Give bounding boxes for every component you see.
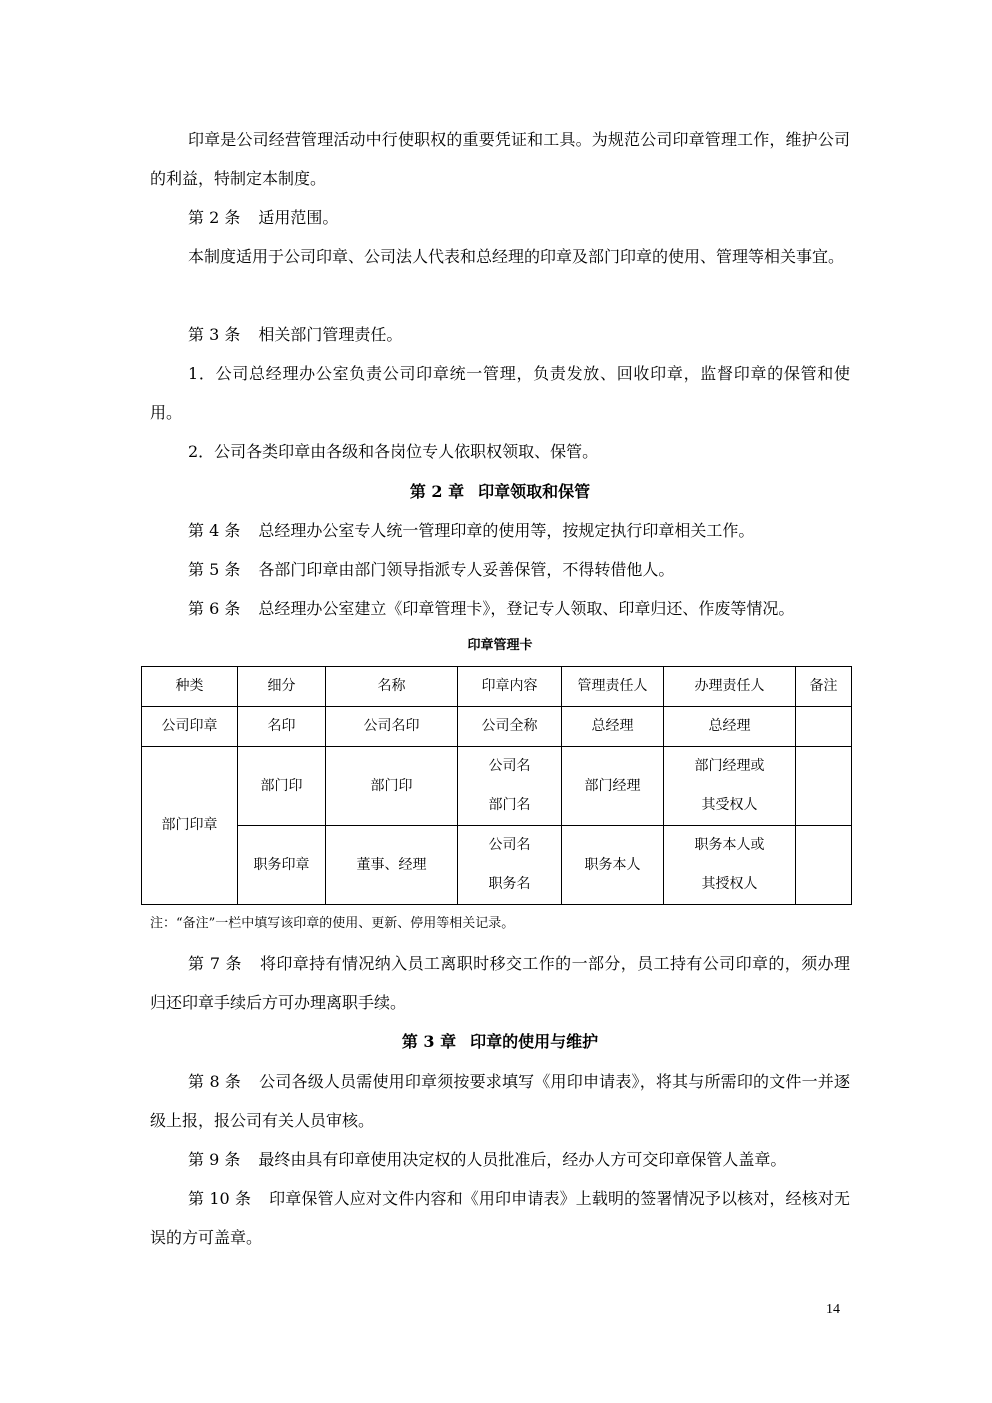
article-5-label: 第 5 条 — [188, 560, 241, 579]
cell-content-line-1: 公司名 — [488, 837, 531, 853]
article-6 — [150, 589, 850, 628]
cell-handler — [664, 747, 796, 826]
article-10-text: 印章保管人应对文件内容和《用印申请表》上载明的签署情况予以核对，经核对无误的方可盖章。 — [150, 1189, 850, 1247]
cell-manager: 职务本人 — [562, 826, 664, 905]
cell-handler-line-1: 职务本人或 — [694, 837, 765, 853]
responsibility-item-1-text: 1．公司总经理办公室负责公司印章统一管理，负责发放、回收印章，监督印章的保管和使用。 — [150, 364, 850, 422]
article-8-text: 公司各级人员需使用印章须按要求填写《用印申请表》，将其与所需印的文件一并逐级上报，报公司有关人员审核。 — [150, 1072, 850, 1130]
chapter-3-number: 第 3 章 — [401, 1032, 457, 1051]
responsibility-item-2-text: 2．公司各类印章由各级和各岗位专人依职权领取、保管。 — [188, 442, 599, 461]
article-6-text: 总经理办公室建立《印章管理卡》，登记专人领取、印章归还、作废等情况。 — [258, 599, 795, 618]
page-number: 14 — [826, 1302, 840, 1317]
article-5 — [150, 550, 850, 589]
article-10 — [150, 1179, 850, 1257]
table-title: 印章管理卡 — [467, 638, 533, 653]
scope-paragraph — [150, 237, 850, 276]
cell-handler: 总经理 — [664, 707, 796, 747]
article-3 — [150, 315, 850, 354]
article-4 — [150, 511, 850, 550]
header-handler: 办理责任人 — [664, 667, 796, 707]
cell-handler-line-1: 部门经理或 — [694, 758, 765, 774]
cell-content-line-1: 公司名 — [488, 758, 531, 774]
table-row — [142, 747, 852, 826]
chapter-3-heading — [150, 1022, 850, 1061]
cell-remark — [796, 826, 852, 905]
header-content: 印章内容 — [458, 667, 562, 707]
article-9-label: 第 9 条 — [188, 1150, 241, 1169]
article-3-label: 第 3 条 — [188, 325, 241, 344]
table-row — [142, 707, 852, 747]
chapter-3-title: 印章的使用与维护 — [470, 1032, 599, 1051]
article-4-text: 总经理办公室专人统一管理印章的使用等，按规定执行印章相关工作。 — [258, 521, 755, 540]
cell-content-line-2: 部门名 — [488, 797, 531, 813]
intro-paragraph — [150, 120, 850, 198]
cell-category: 公司印章 — [142, 707, 238, 747]
intro-text: 印章是公司经营管理活动中行使职权的重要凭证和工具。为规范公司印章管理工作，维护公司的利益，特制定本制度。 — [150, 130, 850, 188]
scope-text: 本制度适用于公司印章、公司法人代表和总经理的印章及部门印章的使用、管理等相关事宜。 — [188, 247, 845, 266]
cell-content-line-2: 职务名 — [488, 876, 531, 892]
table-row — [142, 826, 852, 905]
header-manager: 管理责任人 — [562, 667, 664, 707]
header-category: 种类 — [142, 667, 238, 707]
cell-manager: 总经理 — [562, 707, 664, 747]
article-7-label: 第 7 条 — [188, 954, 242, 973]
cell-handler-line-2: 其受权人 — [701, 797, 758, 813]
article-9-text: 最终由具有印章使用决定权的人员批准后，经办人方可交印章保管人盖章。 — [258, 1150, 787, 1169]
article-2-label: 第 2 条 — [188, 208, 241, 227]
chapter-2-number: 第 2 章 — [409, 482, 465, 501]
article-6-label: 第 6 条 — [188, 599, 241, 618]
header-subtype: 细分 — [238, 667, 326, 707]
seal-management-table — [141, 666, 852, 905]
article-3-text: 相关部门管理责任。 — [258, 325, 403, 344]
article-8-label: 第 8 条 — [188, 1072, 242, 1091]
article-2 — [150, 198, 850, 237]
header-remark: 备注 — [796, 667, 852, 707]
cell-category: 部门印章 — [142, 747, 238, 905]
table-header-row — [142, 667, 852, 707]
article-7 — [150, 944, 850, 1022]
cell-remark — [796, 747, 852, 826]
article-10-label: 第 10 条 — [188, 1189, 252, 1208]
article-9 — [150, 1140, 850, 1179]
cell-handler-line-2: 其授权人 — [701, 876, 758, 892]
cell-subtype: 名印 — [238, 707, 326, 747]
cell-name: 公司名印 — [326, 707, 458, 747]
article-7-text: 将印章持有情况纳入员工离职时移交工作的一部分，员工持有公司印章的，须办理归还印章手续后方可办理离职手续。 — [150, 954, 850, 1012]
cell-manager: 部门经理 — [562, 747, 664, 826]
article-8 — [150, 1062, 850, 1140]
cell-content — [458, 826, 562, 905]
table-note: 注：“备注”一栏中填写该印章的使用、更新、停用等相关记录。 — [150, 916, 515, 931]
article-5-text: 各部门印章由部门领导指派专人妥善保管，不得转借他人。 — [258, 560, 675, 579]
cell-content — [458, 747, 562, 826]
responsibility-item-2 — [150, 432, 850, 471]
cell-name: 部门印 — [326, 747, 458, 826]
article-2-text: 适用范围。 — [258, 208, 339, 227]
cell-subtype: 职务印章 — [238, 826, 326, 905]
cell-content: 公司全称 — [458, 707, 562, 747]
cell-name: 董事、经理 — [326, 826, 458, 905]
chapter-2-title: 印章领取和保管 — [478, 482, 591, 501]
responsibility-item-1 — [150, 354, 850, 432]
header-name: 名称 — [326, 667, 458, 707]
cell-handler — [664, 826, 796, 905]
chapter-2-heading — [150, 472, 850, 511]
cell-remark — [796, 707, 852, 747]
article-4-label: 第 4 条 — [188, 521, 241, 540]
cell-subtype: 部门印 — [238, 747, 326, 826]
